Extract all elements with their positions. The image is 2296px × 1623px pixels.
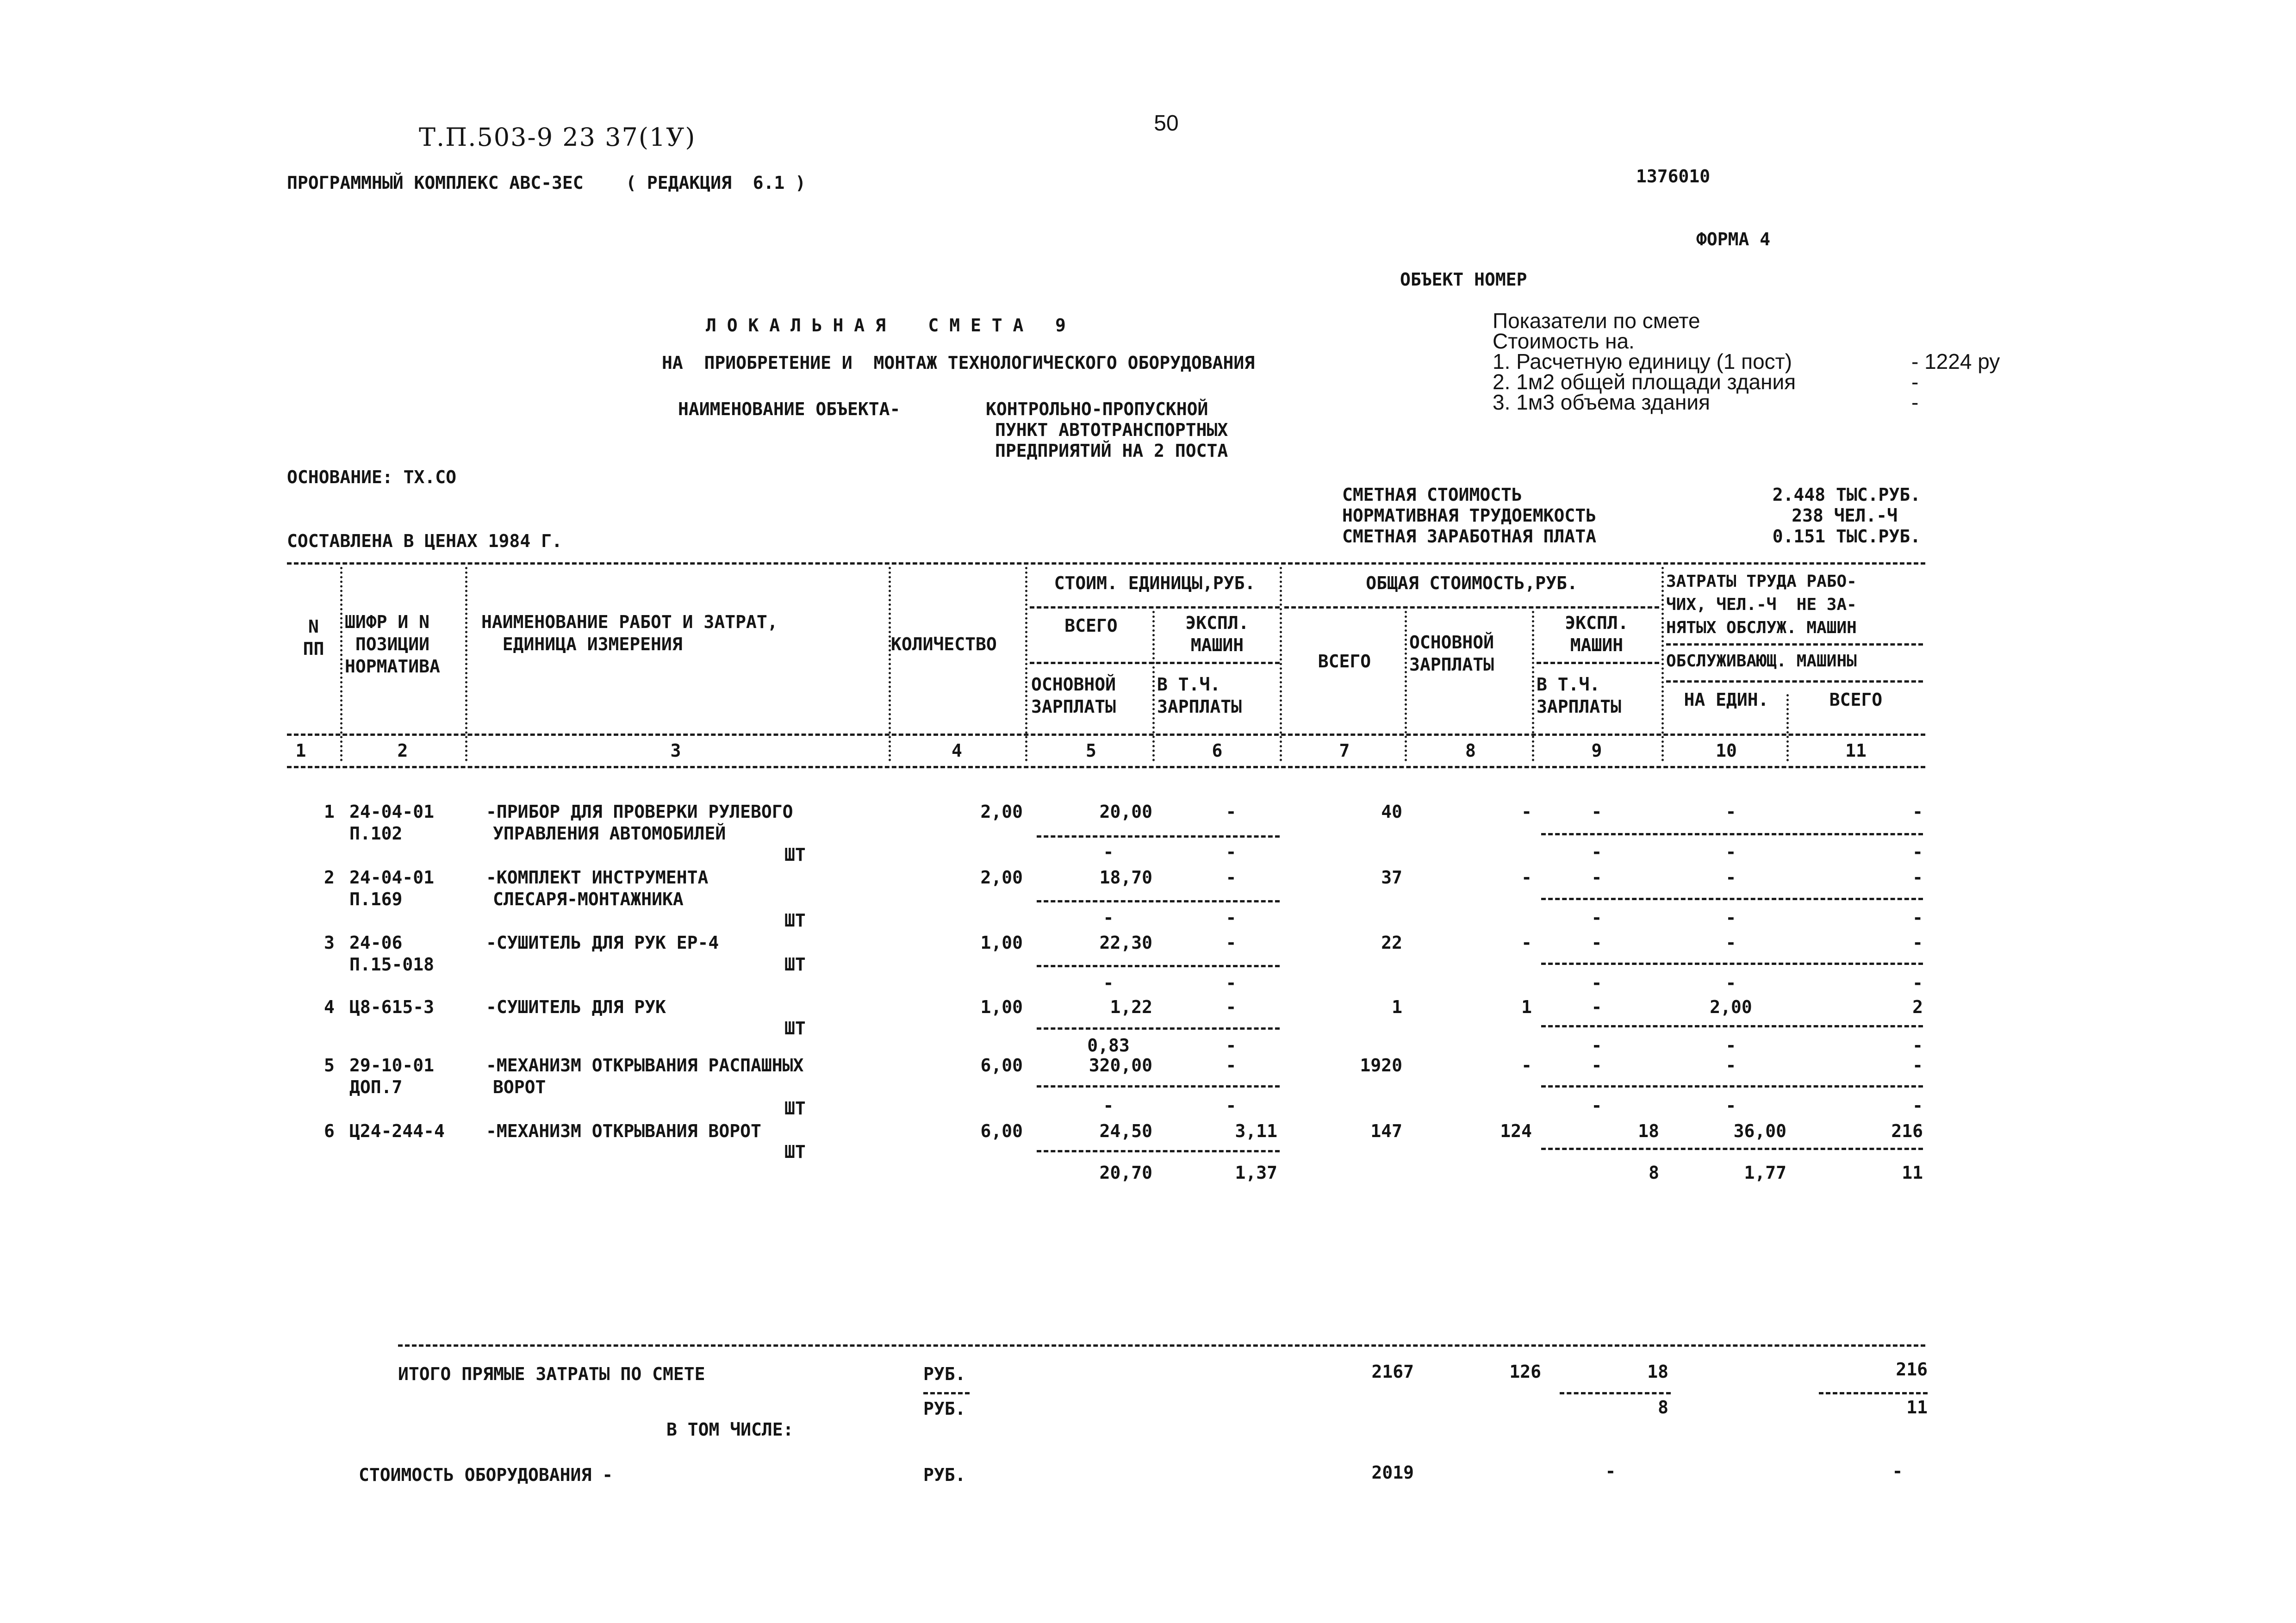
row1-c5: 20,00: [1099, 802, 1152, 822]
row6-c6: 3,11: [1235, 1121, 1277, 1141]
row6-sub-rule-b: [1541, 1148, 1923, 1150]
row4-unit: ШТ: [784, 1018, 806, 1038]
row3-n: 3: [324, 933, 335, 953]
row1-c10b: -: [1725, 842, 1736, 862]
row1-c9b: -: [1591, 842, 1602, 862]
indicators-cost-on: Стоимость на.: [1493, 329, 1635, 353]
row4-c5b: 0,83: [1087, 1035, 1130, 1056]
row6-code-1: Ц24-244-4: [349, 1121, 445, 1141]
estimate-subtitle: НА ПРИОБРЕТЕНИЕ И МОНТАЖ ТЕХНОЛОГИЧЕСКОГО ОБОРУДОВАНИЯ: [662, 353, 1255, 373]
row5-c5b: -: [1103, 1095, 1114, 1116]
totals-rub-1: РУБ.: [923, 1364, 966, 1384]
row5-sub-rule-a: [1037, 1085, 1280, 1088]
row1-qty: 2,00: [980, 802, 1023, 822]
row4-c5: 1,22: [1110, 997, 1152, 1017]
row6-c10: 36,00: [1733, 1121, 1786, 1141]
equipment-rub: РУБ.: [923, 1465, 966, 1485]
colnum-5: 5: [1086, 740, 1096, 761]
row6-c6b: 1,37: [1235, 1163, 1277, 1183]
row6-c10b: 1,77: [1744, 1163, 1786, 1183]
colnum-8: 8: [1465, 740, 1476, 761]
colnum-6: 6: [1212, 740, 1223, 761]
row5-c6: -: [1226, 1055, 1237, 1076]
row6-c7: 147: [1370, 1121, 1402, 1141]
row5-c11: -: [1912, 1055, 1923, 1076]
row2-c8: -: [1521, 867, 1532, 888]
row6-c11: 216: [1891, 1121, 1923, 1141]
object-name-line-2: ПУНКТ АВТОТРАНСПОРТНЫХ: [995, 420, 1228, 440]
header-labor: ЗАТРАТЫ ТРУДА РАБО- ЧИХ, ЧЕЛ.-Ч НЕ ЗА- НЯТЫХ ОБСЛУЖ. МАШИН: [1666, 572, 1857, 637]
row3-c10b: -: [1725, 973, 1736, 993]
row2-c5b: -: [1103, 908, 1114, 928]
row4-c9: -: [1591, 997, 1602, 1017]
col-sep-3: [889, 567, 891, 761]
header-col-11: ВСЕГО: [1829, 690, 1883, 710]
row5-code-1: 29-10-01: [349, 1055, 435, 1076]
row4-qty: 1,00: [980, 997, 1023, 1017]
document-number: 1376010: [1636, 166, 1711, 187]
row1-n: 1: [324, 802, 335, 822]
row4-c10: 2,00: [1710, 997, 1752, 1017]
row5-name-2: ВОРОТ: [493, 1077, 546, 1097]
row1-c11: -: [1912, 802, 1923, 822]
header-num-rule-top: [287, 734, 1925, 736]
totals-c11b: 11: [1906, 1397, 1928, 1418]
row5-name-1: -МЕХАНИЗМ ОТКРЫВАНИЯ РАСПАШНЫХ: [486, 1055, 804, 1076]
row4-sub-rule-b: [1541, 1025, 1923, 1027]
row4-c7: 1: [1392, 997, 1402, 1017]
row5-c10b: -: [1725, 1095, 1736, 1116]
row3-c9: -: [1591, 933, 1602, 953]
row5-c7: 1920: [1360, 1055, 1402, 1076]
colnum-4: 4: [952, 740, 962, 761]
total-cost-rule: [1284, 606, 1659, 609]
row3-code-1: 24-06: [349, 933, 403, 953]
row4-c11: 2: [1912, 997, 1923, 1017]
col9-mid-rule: [1537, 662, 1659, 664]
col-sep-7: [1405, 611, 1407, 761]
indicator-3-label: 3. 1м3 объема здания: [1493, 390, 1710, 414]
program-line: ПРОГРАММНЫЙ КОМПЛЕКС АВС-3ЕС ( РЕДАКЦИЯ 6.1 ): [287, 173, 806, 193]
prices-label: СОСТАВЛЕНА В ЦЕНАХ 1984 Г.: [287, 531, 562, 551]
indicator-3-value: -: [1911, 390, 1919, 414]
row2-c11: -: [1912, 867, 1923, 888]
header-col-3: НАИМЕНОВАНИЕ РАБОТ И ЗАТРАТ, ЕДИНИЦА ИЗМЕРЕНИЯ: [481, 612, 778, 654]
header-col-10: НА ЕДИН.: [1684, 690, 1769, 710]
row3-unit: ШТ: [784, 954, 806, 975]
row6-c11b: 11: [1902, 1163, 1923, 1183]
col-sep-10: [1786, 694, 1789, 761]
row1-c11b: -: [1912, 842, 1923, 862]
unit-cost-mid-rule: [1030, 662, 1280, 664]
colnum-9: 9: [1591, 740, 1602, 761]
equipment-c11: -: [1892, 1461, 1903, 1481]
header-total-cost: ОБЩАЯ СТОИМОСТЬ,РУБ.: [1366, 573, 1578, 593]
row6-c8: 124: [1500, 1121, 1532, 1141]
summary-cost-label: СМЕТНАЯ СТОИМОСТЬ: [1342, 485, 1522, 505]
row2-c9b: -: [1591, 908, 1602, 928]
row1-name-1: -ПРИБОР ДЛЯ ПРОВЕРКИ РУЛЕВОГО: [486, 802, 793, 822]
totals-c9-rule: [1560, 1392, 1671, 1394]
totals-c8: 126: [1509, 1362, 1541, 1382]
row2-code-2: П.169: [349, 889, 403, 909]
row3-c9b: -: [1591, 973, 1602, 993]
row4-c8: 1: [1521, 997, 1532, 1017]
row3-c5: 22,30: [1099, 933, 1152, 953]
row5-c6b: -: [1226, 1095, 1237, 1116]
row5-qty: 6,00: [980, 1055, 1023, 1076]
row4-c11b: -: [1912, 1035, 1923, 1056]
row1-c8: -: [1521, 802, 1532, 822]
labor-rule-2: [1666, 680, 1923, 683]
colnum-10: 10: [1716, 740, 1737, 761]
row6-n: 6: [324, 1121, 335, 1141]
row5-c9: -: [1591, 1055, 1602, 1076]
summary-wage-value: 0.151 ТЫС.РУБ.: [1772, 526, 1921, 547]
row6-name-1: -МЕХАНИЗМ ОТКРЫВАНИЯ ВОРОТ: [486, 1121, 761, 1141]
totals-top-rule: [398, 1344, 1925, 1347]
equipment-c9: -: [1605, 1461, 1616, 1481]
object-name-line-1: КОНТРОЛЬНО-ПРОПУСКНОЙ: [986, 399, 1208, 419]
row1-c7: 40: [1381, 802, 1402, 822]
row2-sub-rule-a: [1037, 900, 1280, 902]
row5-n: 5: [324, 1055, 335, 1076]
row4-n: 4: [324, 997, 335, 1017]
row6-c9: 18: [1638, 1121, 1659, 1141]
row6-qty: 6,00: [980, 1121, 1023, 1141]
indicator-1-label: 1. Расчетную единицу (1 пост): [1493, 349, 1792, 373]
totals-c11: 216: [1896, 1359, 1928, 1380]
row3-c8: -: [1521, 933, 1532, 953]
indicators-title: Показатели по смете: [1493, 309, 1700, 333]
col-sep-2: [465, 567, 467, 761]
object-name-line-3: ПРЕДПРИЯТИЙ НА 2 ПОСТА: [995, 441, 1228, 461]
row2-c7: 37: [1381, 867, 1402, 888]
row2-c10b: -: [1725, 908, 1736, 928]
row3-c11b: -: [1912, 973, 1923, 993]
col-sep-4: [1025, 567, 1027, 761]
row6-c9b: 8: [1649, 1163, 1659, 1183]
row4-name-1: -СУШИТЕЛЬ ДЛЯ РУК: [486, 997, 666, 1017]
estimate-title: Л О К А Л Ь Н А Я С М Е Т А 9: [706, 315, 1066, 336]
summary-cost-value: 2.448 ТЫС.РУБ.: [1772, 485, 1921, 505]
header-unit-cost: СТОИМ. ЕДИНИЦЫ,РУБ.: [1054, 573, 1256, 593]
row3-sub-rule-a: [1037, 965, 1280, 967]
row2-name-2: СЛЕСАРЯ-МОНТАЖНИКА: [493, 889, 684, 909]
header-col-6-bottom: В Т.Ч. ЗАРПЛАТЫ: [1157, 674, 1242, 717]
row1-unit: ШТ: [784, 845, 806, 865]
row2-sub-rule-b: [1541, 898, 1923, 900]
header-col-2: ШИФР И N ПОЗИЦИИ НОРМАТИВА: [345, 612, 440, 677]
header-col-7: ВСЕГО: [1318, 651, 1371, 672]
summary-labor-label: НОРМАТИВНАЯ ТРУДОЕМКОСТЬ: [1342, 505, 1597, 526]
row1-c6b: -: [1226, 842, 1237, 862]
row6-unit: ШТ: [784, 1142, 806, 1162]
colnum-11: 11: [1845, 740, 1867, 761]
row4-c10b: -: [1725, 1035, 1736, 1056]
row6-c5: 24,50: [1099, 1121, 1152, 1141]
header-col-9-top: ЭКСПЛ. МАШИН: [1565, 613, 1629, 655]
object-number-label: ОБЪЕКТ НОМЕР: [1400, 269, 1527, 290]
col-sep-9: [1661, 567, 1664, 761]
row2-qty: 2,00: [980, 867, 1023, 888]
row2-c6: -: [1226, 867, 1237, 888]
row4-c9b: -: [1591, 1035, 1602, 1056]
col-sep-6: [1280, 567, 1282, 761]
row4-sub-rule-a: [1037, 1027, 1280, 1030]
object-name-label: НАИМЕНОВАНИЕ ОБЪЕКТА-: [678, 399, 901, 419]
row2-c9: -: [1591, 867, 1602, 888]
indicator-1-value: - 1224 ру: [1911, 349, 2000, 373]
row1-c5b: -: [1103, 842, 1114, 862]
row1-sub-rule-a: [1037, 835, 1280, 838]
colnum-7: 7: [1339, 740, 1350, 761]
row5-c9b: -: [1591, 1095, 1602, 1116]
row3-c7: 22: [1381, 933, 1402, 953]
totals-direct-label: ИТОГО ПРЯМЫЕ ЗАТРАТЫ ПО СМЕТЕ: [398, 1364, 705, 1384]
row2-c5: 18,70: [1099, 867, 1152, 888]
summary-labor-value: 238 ЧЕЛ.-Ч: [1792, 505, 1898, 526]
row1-c9: -: [1591, 802, 1602, 822]
colnum-2: 2: [397, 740, 408, 761]
header-col-4: КОЛИЧЕСТВО: [891, 634, 997, 654]
header-labor-machines: ОБСЛУЖИВАЮЩ. МАШИНЫ: [1666, 652, 1857, 671]
row2-c10: -: [1725, 867, 1736, 888]
row1-code-2: П.102: [349, 823, 403, 844]
row3-c5b: -: [1103, 973, 1114, 993]
row5-c8: -: [1521, 1055, 1532, 1076]
document-code: Т.П.503-9 23 37(1У): [419, 123, 696, 152]
row2-unit: ШТ: [784, 910, 806, 931]
row6-sub-rule-a: [1037, 1150, 1280, 1152]
row3-c6: -: [1226, 933, 1237, 953]
totals-including: В ТОМ ЧИСЛЕ:: [666, 1419, 794, 1440]
totals-c7: 2167: [1371, 1362, 1414, 1382]
totals-rub-2: РУБ.: [923, 1399, 966, 1419]
basis-label: ОСНОВАНИЕ: ТХ.СО: [287, 467, 457, 487]
labor-rule-1: [1666, 643, 1923, 646]
row5-c11b: -: [1912, 1095, 1923, 1116]
row3-c6b: -: [1226, 973, 1237, 993]
row2-c11b: -: [1912, 908, 1923, 928]
row3-sub-rule-b: [1541, 963, 1923, 965]
header-col-1: N ПП: [303, 616, 324, 659]
row2-n: 2: [324, 867, 335, 888]
indicator-2-value: -: [1911, 370, 1919, 394]
unit-cost-rule: [1030, 606, 1280, 609]
form-label: ФОРМА 4: [1696, 229, 1771, 249]
row5-c10: -: [1725, 1055, 1736, 1076]
header-col-5-bottom: ОСНОВНОЙ ЗАРПЛАТЫ: [1031, 674, 1116, 717]
row3-qty: 1,00: [980, 933, 1023, 953]
row3-c11: -: [1912, 933, 1923, 953]
totals-c9b: 8: [1658, 1397, 1668, 1418]
row5-unit: ШТ: [784, 1098, 806, 1119]
row5-c5: 320,00: [1089, 1055, 1152, 1076]
row6-c5b: 20,70: [1099, 1163, 1152, 1183]
row5-sub-rule-b: [1541, 1085, 1923, 1088]
header-col-9-bottom: В Т.Ч. ЗАРПЛАТЫ: [1537, 674, 1622, 717]
row2-c6b: -: [1226, 908, 1237, 928]
col-sep-1: [340, 567, 342, 761]
row4-c6: -: [1226, 997, 1237, 1017]
row3-c10: -: [1725, 933, 1736, 953]
colnum-1: 1: [295, 740, 306, 761]
table-top-rule: [287, 562, 1925, 565]
header-col-8: ОСНОВНОЙ ЗАРПЛАТЫ: [1409, 632, 1494, 675]
row2-name-1: -КОМПЛЕКТ ИНСТРУМЕНТА: [486, 867, 709, 888]
row1-code-1: 24-04-01: [349, 802, 435, 822]
row2-code-1: 24-04-01: [349, 867, 435, 888]
row3-code-2: П.15-018: [349, 954, 435, 975]
row1-sub-rule-b: [1541, 833, 1923, 835]
totals-c9: 18: [1647, 1362, 1668, 1382]
row3-name-1: -СУШИТЕЛЬ ДЛЯ РУК ЕР-4: [486, 933, 719, 953]
summary-wage-label: СМЕТНАЯ ЗАРАБОТНАЯ ПЛАТА: [1342, 526, 1597, 547]
header-num-rule-bottom: [287, 766, 1925, 768]
row4-c6b: -: [1226, 1035, 1237, 1056]
equipment-label: СТОИМОСТЬ ОБОРУДОВАНИЯ -: [359, 1465, 613, 1485]
totals-c11-rule: [1819, 1392, 1928, 1394]
row1-c6: -: [1226, 802, 1237, 822]
header-col-5-top: ВСЕГО: [1064, 616, 1118, 636]
row5-code-2: ДОП.7: [349, 1077, 403, 1097]
row1-c10: -: [1725, 802, 1736, 822]
header-col-6-top: ЭКСПЛ. МАШИН: [1185, 613, 1249, 655]
page-number: 50: [1154, 111, 1179, 136]
colnum-3: 3: [670, 740, 681, 761]
equipment-c7: 2019: [1371, 1462, 1414, 1483]
row4-code-1: Ц8-615-3: [349, 997, 435, 1017]
row1-name-2: УПРАВЛЕНИЯ АВТОМОБИЛЕЙ: [493, 823, 726, 844]
indicator-2-label: 2. 1м2 общей площади здания: [1493, 370, 1796, 394]
totals-rub-rule: [923, 1392, 970, 1394]
